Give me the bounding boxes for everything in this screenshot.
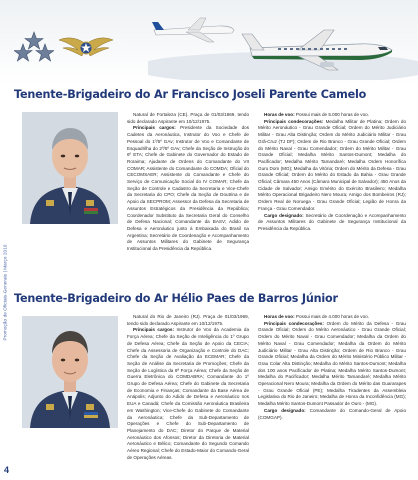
officer-2-duties-text: Instrutor de Voo da Academia da Força Aérea; Chefe da Seção de Inteligência do 1º Grupo de Defesa Aérea; Chefe da Seção de Apoio da CECIA; Chefe da Assessoria de Organização e Controle do DAC; Chefe da Seção de Avaliação da ECEMAR; Chefe da Seção de Análise da Secretaria de Promoções; Chefe da Seção de Logística da 6ª Força Aérea; Chefe da Seção de Guerra Eletrônica do COMDABRA; Comandante do 1º Grupo de Defesa Aérea; Chefe do Gabinete da Secretaria de Economia e Finanças; Comandante da Base Aérea de Anápolis; Adjunto do Adido de Defesa e Aeronáutico nos EUA e Canadá; Chefe da Comissão Aeronáutica Brasileira em Washington; Vice-Chefe do Gabinete do Comandante da Aeronáutica; Chefe da Sub-Departamento de Operações e Chefe do Sub-Departamento de Planejamento do DAC; Diretor do Parque de Material Aeronáutico dos Afonsos; Diretor da Diretoria de Material Aeronáutico e Bélico; Comandante do Segundo Comando Aéreo Regional; Chefe do Estado-Maior do Comando-Geral de Operações Aéreas. bbox=[127, 327, 249, 460]
officer-1-column-right bbox=[258, 112, 406, 272]
officer-1-hours-text: Possui mais de 5.000 horas de voo. bbox=[295, 112, 369, 117]
officer-2-birth: Natural do Rio de Janeiro (RJ). Praça de 01/03/1969, tendo sido declarado Aspirante em 10/12/1975. bbox=[127, 314, 249, 326]
officer-1-current bbox=[258, 213, 406, 233]
officer-1-current-label: Cargo designado: bbox=[264, 212, 304, 218]
officer-2-current-text: Comandante do Comando-Geral de Apoio (COMGAP). bbox=[258, 407, 406, 420]
officer-2-current-label: Cargo designado: bbox=[264, 407, 306, 413]
aircraft-illustration bbox=[148, 10, 418, 80]
officer-1-portrait bbox=[22, 112, 118, 224]
officer-2-portrait bbox=[22, 316, 118, 428]
officer-1-duties-text: Presidente da Sociedade dos Cadetes da Aeronáutica, Instrutor do Voo e Chefe de Pessoal do 1º/5º GAv; Instrutor de Voo e Comandante de Esquadrilha do 2º/5º GAv; Chefe da Seção de Instrução do 6º ETA; Chefe de Gabinete do Governador do Estado de Roraima; Ajudante de Ordens do Comandante do VII COMAR; Assistente do Comandante do COMDA; Oficial do CECOMSAER; Assistente do Comandante e Chefe do Serviço de Comunicação Social do IV COMAR; Chefe da Seção de Controle e Cadastro da Secretaria e Vice-Chefe da Secretaria do CPO; Chefe da Seção de Doutrina e de Apoio da SECPROM; Assessor da Defesa da Secretaria de Assuntos Estratégicos da Presidência da República; Coordenador Substituto da Secretaria Geral do Conselho de Defesa Nacional; Comandante da BASV; Adido de Defesa e Aeronáutico junto à Embaixada do Brasil na Argentina; Secretário de Coordenação e Acompanhamento de Assuntos Militares do Gabinete de Segurança Institucional da Presidência da República. bbox=[127, 125, 249, 252]
officer-2-decorations bbox=[258, 321, 406, 408]
officer-2-duties-label: Principais cargos: bbox=[133, 327, 175, 333]
officer-1-title: Tenente-Brigadeiro do Ar Francisco Joseli Parente Camelo bbox=[14, 88, 367, 101]
officer-2-title: Tenente-Brigadeiro do Ar Hélio Paes de Barros Júnior bbox=[14, 292, 338, 305]
officer-2-decorations-label: Principais condecorações: bbox=[264, 320, 324, 326]
officer-2-column-right bbox=[258, 314, 406, 480]
officer-1-duties bbox=[127, 125, 249, 252]
officer-2-duties bbox=[127, 327, 249, 461]
officer-1-current-text: Secretário de Coordenação e Acompanhamento de Assuntos Militares do Gabinete de Segurança Institucional da Presidência da República. bbox=[258, 212, 406, 231]
side-caption bbox=[0, 190, 10, 410]
officer-2-decorations-text: Ordem do Mérito da Defesa - Grau Grande Oficial; Ordem do Mérito Aeronáutico - Grau Grande Oficial; Ordem do Mérito Naval - Grau Comendador; Medalha da Ordem do Mérito Naval - Grau Comendador; Medalha da Ordem do Mérito Judiciário Militar - Grau Alta Distinção; Ordem de Rio Branco - Grau Grande Oficial; Medalha da Ordem do Mérito Ministério Público Militar - Grau Colar Alta Distinção; Medalha do Mérito Santos-Dumont; Medalha dos 100 anos Pacificador de Platina; Medalha Mérito Santos-Dumont; Medalha do Pacificador; Medalha Mérito Tamandaré; Medalha Mérito Operacional Nero Moura; Medalha da Ordem do Mérito das Guararapes - Grau Grande Oficial (PE); Medalha Tiradentes da Assembleia Legislativa do Rio de Janeiro; Medalha de Honra da Inconfidência (MG); Medalha Mérito Santos-Dumont Passador de Ouro - (MG). bbox=[258, 320, 406, 407]
header-band bbox=[0, 0, 418, 84]
officer-2-hours bbox=[258, 314, 406, 321]
officer-1-hours-label: Horas de voo: bbox=[264, 112, 295, 117]
officer-2-hours-label: Horas de voo: bbox=[264, 314, 295, 319]
officer-1-birth: Natural de Fortaleza (CE). Praça de 01/03/1969, tendo sido declarado Aspirante em 10/12/1975. bbox=[127, 112, 249, 124]
side-caption-text: Promoção de Oficiais-Generais | Março 2010 bbox=[2, 244, 8, 341]
air-force-wings-icon bbox=[58, 30, 114, 66]
officer-1-portrait-image bbox=[22, 112, 118, 224]
officer-1-decorations bbox=[258, 119, 406, 213]
officer-2-column-left bbox=[127, 314, 249, 480]
generals-stars-icon bbox=[14, 30, 54, 64]
officer-1-column-left bbox=[127, 112, 249, 272]
officer-1-hours bbox=[258, 112, 406, 119]
officer-2-current bbox=[258, 408, 406, 421]
officer-1-decorations-label: Principais condecorações: bbox=[264, 118, 324, 124]
officer-2-hours-text: Possui mais de 4.000 horas de voo. bbox=[295, 314, 369, 319]
page-number: 4 bbox=[4, 465, 10, 475]
officer-1-duties-label: Principais cargos: bbox=[133, 125, 176, 131]
officer-1-decorations-text: Medalha Militar de Platina; Ordem do Mérito Aeronáutico - Grau Grande Oficial; Ordem do Mérito Judiciário Militar - Grau Alta Distinção; Ordem do Mérito Judiciário Militar - Grau Grã-Cruz (TJ DF); Ordem de Rio Branco - Grau Grande Oficial; Ordem do Mérito Naval - Grau Comendador; Ordem do Mérito Militar - Grau Grande Oficial; Medalha Mérito Santos-Dumont; Medalha do Pacificador; Medalha Mérito Tamandaré; Medalha Ordem Honorífica Guru Dom (MG); Medalha da Vitória; Ordem do Mérito da Defesa - Grau Grande Oficial; Ordem do Mérito do Estado da Bahia - Grau Grande Oficial; Câmara 450 Anos (Câmara Municipal de Salvador); 450 Anos da Cidade de Salvador; Amigo Emérito do Exército Brasileiro; Medalha Mérito Operacional Brigadeiro Nero Moura; Amigo dos Bombeiros (RJ); Ordem Real de Noruega - Grau Grande Oficial; Legião de Honra da França - Grau Comendador. bbox=[258, 118, 406, 211]
officer-2-portrait-image bbox=[22, 316, 118, 428]
